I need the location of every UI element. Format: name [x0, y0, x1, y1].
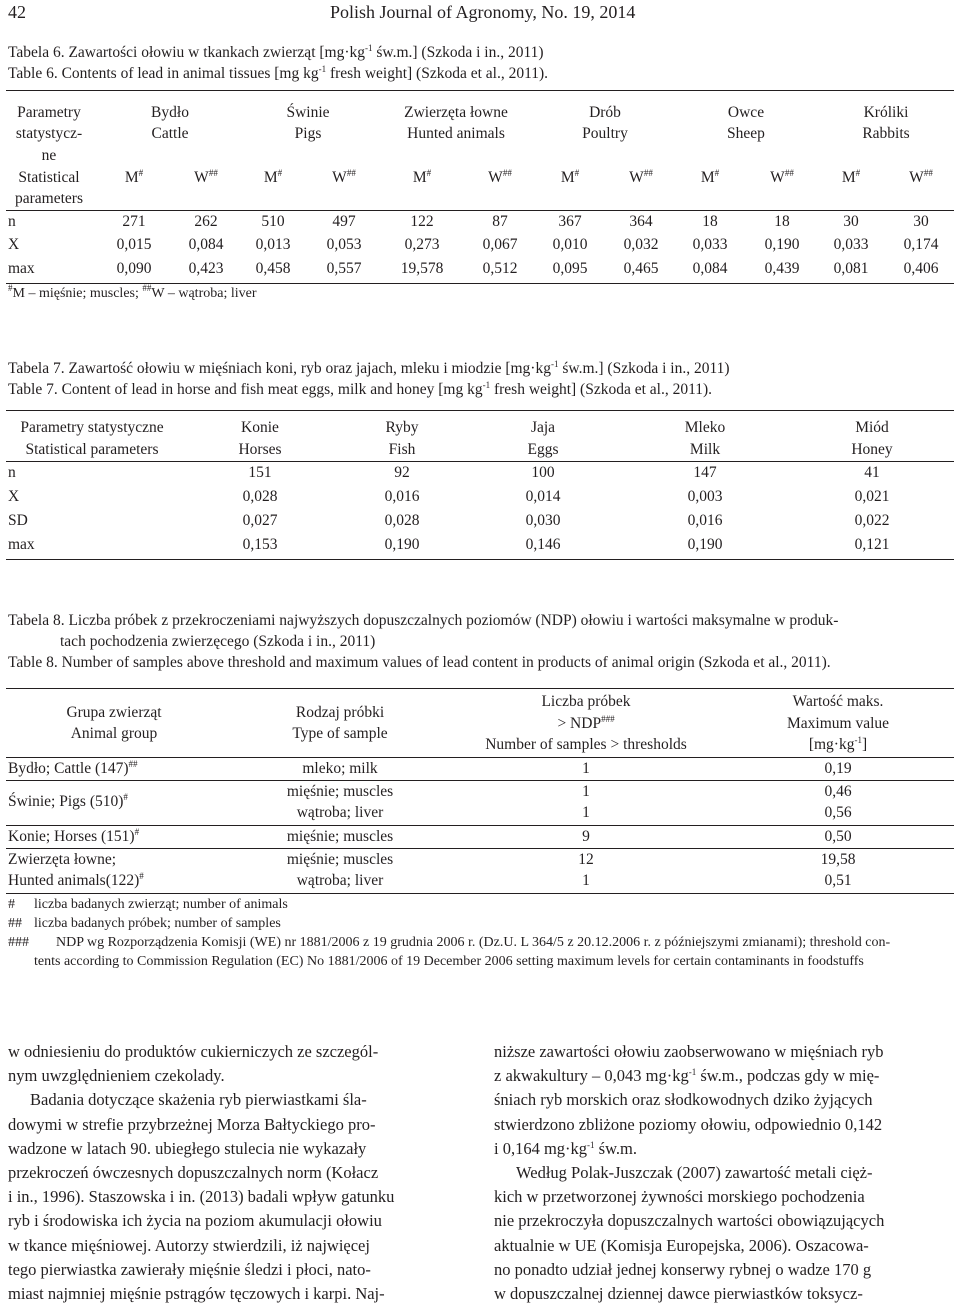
table8-row-group: Zwierzęta łowne;: [8, 851, 117, 868]
table8-row-max: 0,56: [824, 804, 852, 821]
table6-cell: 0,015: [116, 236, 152, 253]
table6-cell: 0,090: [116, 260, 152, 277]
table7-top-rule: [6, 410, 954, 411]
table7-row-label: n: [8, 464, 16, 481]
table8-header-max-en: Maximum value: [786, 715, 890, 732]
table8-row-sample: mięśnie; muscles: [286, 783, 394, 800]
table6-cell: 0,273: [404, 236, 440, 253]
table8-row-max: 0,46: [824, 783, 852, 800]
table6-cell: 0,053: [326, 236, 362, 253]
table6-subheader-w: W##: [332, 168, 356, 186]
table8-row-max: 0,19: [824, 760, 852, 777]
table8-row-count: 1: [582, 760, 590, 777]
table6-subheader-m: M#: [124, 168, 144, 186]
body-right-line: aktualnie w UE (Komisja Europejska, 2006). Oszacowa-: [494, 1235, 869, 1255]
table6-subheader-w: W##: [770, 168, 794, 186]
table6-cell: 18: [774, 213, 790, 230]
body-right-line: no ponadto udział jednej konserwy rybnej o wadze 170 g: [494, 1259, 872, 1279]
table7-cell: 0,003: [687, 488, 723, 505]
table8-row-group: Bydło; Cattle (147)##: [8, 759, 138, 777]
table6-row-label: n: [8, 213, 16, 230]
table8-caption-pl-1: Tabela 8. Liczba próbek z przekroczeniami najwyższych dopuszczalnych poziomów (NDP) ołowiu i wartości maksymalne w produk-: [8, 612, 839, 629]
body-left-column: [8, 1040, 464, 1306]
table8-row-rule: [6, 825, 954, 826]
table8-row-max: 19,58: [820, 851, 856, 868]
table7-cell: 0,190: [687, 536, 723, 553]
table7-cell: 0,016: [687, 512, 723, 529]
table7-cell: 0,146: [525, 536, 561, 553]
table7-column-header-pl: Mleko: [684, 419, 726, 436]
body-right-line: Według Polak-Juszczak (2007) zawartość metali cięż-: [516, 1163, 873, 1183]
table7-cell: 147: [693, 464, 717, 481]
table7-cell: 0,014: [525, 488, 561, 505]
table8-row-sample: mięśnie; muscles: [286, 851, 394, 868]
body-right-line: stwierdzono zbliżone poziomy ołowiu, odpowiednio 0,142: [494, 1114, 883, 1134]
table6-header-rule: [6, 210, 954, 211]
table7-header-param-pl: Parametry statystyczne: [20, 419, 164, 436]
body-right-line: z akwakultury – 0,043 $mg\cdot kg^{-1}$ św.m., podczas gdy w mię-: [494, 1066, 880, 1086]
table6-subheader-m: M#: [841, 168, 861, 186]
table6-cell: 0,406: [903, 260, 939, 277]
table7-header-param-en: Statistical parameters: [25, 441, 159, 458]
table7-bottom-rule: [6, 559, 954, 560]
table7-header-rule: [6, 461, 954, 462]
table7-row-label: SD: [8, 512, 28, 529]
table6-cell: 367: [558, 213, 582, 230]
table8-header-rule: [6, 757, 954, 758]
table6-cell: 0,465: [623, 260, 659, 277]
table8-note-text: liczba badanych próbek; number of samples: [34, 916, 281, 931]
table8-caption: [8, 610, 952, 673]
table7-cell: 0,016: [384, 488, 420, 505]
table8-note-mark: ###: [8, 935, 29, 950]
table7-cell: 0,190: [384, 536, 420, 553]
table6-cell: 271: [122, 213, 146, 230]
table6-subheader-m: M#: [263, 168, 283, 186]
table6-cell: 0,032: [623, 236, 659, 253]
body-right-line: niższe zawartości ołowiu zaobserwowano w mięśniach ryb: [494, 1042, 884, 1061]
table8-row-rule: [6, 848, 954, 849]
body-right-line: śniach ryb morskich oraz słodkowodnych dziko żyjących: [494, 1090, 873, 1110]
body-left-line: dowymi w strefie przybrzeżnej Morza Bałtyckiego pro-: [8, 1114, 376, 1134]
table6-cell: 0,557: [326, 260, 362, 277]
table6-group-header-en: Hunted animals: [407, 125, 505, 142]
table6-row-label: X: [8, 236, 20, 253]
table8-row-sample: mięśnie; muscles: [286, 828, 394, 845]
table8-row-rule: [6, 780, 954, 781]
table6-header-param: Parametry: [17, 104, 81, 121]
table6-cell: 364: [629, 213, 653, 230]
table6-cell: 122: [410, 213, 434, 230]
table8-bottom-rule: [6, 893, 954, 894]
table7-column-header-en: Horses: [238, 441, 282, 458]
table6-subheader-m: M#: [412, 168, 432, 186]
page-number: 42: [8, 2, 26, 22]
body-left-line: Badania dotyczące skażenia ryb pierwiastkami śla-: [30, 1090, 367, 1110]
table8-note-text: NDP wg Rozporządzenia Komisji (WE) nr 1881/2006 z 19 grudnia 2006 r. (Dz.U. L 364/5 z 20.12.2006 r. z późniejszymi zmianami); threshold con-: [56, 935, 891, 950]
table8-note-text: liczba badanych zwierząt; number of animals: [34, 897, 288, 912]
table8-caption-en: Table 8. Number of samples above threshold and maximum values of lead content in products of animal origin (Szkoda et al., 2011).: [8, 654, 831, 671]
table7-cell: 0,027: [242, 512, 278, 529]
table6-cell: 262: [194, 213, 218, 230]
table8-note-mark: ##: [8, 916, 22, 931]
table6-cell: 0,013: [255, 236, 291, 253]
table8-note-text: tents according to Commission Regulation (EC) No 1881/2006 of 19 December 2006 setting maximum levels for certain contaminants in foodstuffs: [34, 954, 864, 969]
table6-caption: [8, 42, 952, 84]
table8-header-max-unit: $[mg\cdot kg^{-1}]$: [808, 735, 868, 753]
table6-cell: 0,081: [833, 260, 869, 277]
table6-cell: 30: [913, 213, 929, 230]
table6-group-header-en: Poultry: [582, 125, 628, 142]
table8-row-group: Konie; Horses (151)#: [8, 827, 140, 845]
table8-row-group: Świnie; Pigs (510)#: [8, 792, 128, 810]
table7-cell: 0,030: [525, 512, 561, 529]
table6-header-param: Statistical: [18, 169, 80, 186]
table7-column-header-en: Milk: [689, 441, 721, 458]
table6-cell: 18: [702, 213, 718, 230]
body-left-line: i in., 1996). Staszowska i in. (2013) badali wpływ gatunku: [8, 1187, 395, 1207]
table6-cell: 0,512: [482, 260, 518, 277]
table7-cell: 0,021: [854, 488, 890, 505]
table6-cell: 0,033: [833, 236, 869, 253]
table6-cell: 0,033: [692, 236, 728, 253]
table7-column-header-en: Eggs: [527, 441, 559, 458]
body-left-line: przekroczeń ówczesnych dopuszczalnych norm (Kołacz: [8, 1163, 379, 1183]
table6-group-header-pl: Świnie: [286, 104, 330, 121]
table7-cell: 0,028: [242, 488, 278, 505]
body-left-line: nym uwzględnieniem czekolady.: [8, 1066, 225, 1086]
table7-cell: 92: [394, 464, 410, 481]
table7-cell: 0,028: [384, 512, 420, 529]
table6-group-header-pl: Zwierzęta łowne: [404, 104, 508, 121]
table8-header-max-pl: Wartość maks.: [792, 693, 884, 710]
table8-header-type-en: Type of sample: [292, 725, 388, 742]
table6-header-param: statystycz-: [15, 125, 83, 142]
table8-top-rule: [6, 688, 954, 689]
table6-caption-en: Table 6. Contents of lead in animal tissues [mg $kg^{-1}$ fresh weight] (Szkoda et al., 2011).: [8, 64, 549, 82]
body-left-line: tego pierwiastka zawierały mięśnie śledzi i płoci, nato-: [8, 1259, 371, 1279]
table8-header-type-pl: Rodzaj próbki: [295, 704, 385, 721]
body-right-column: [494, 1040, 954, 1306]
table6-top-rule: [6, 90, 954, 91]
table8-header-group-en: Animal group: [70, 725, 158, 742]
table6-group-header-pl: Owce: [727, 104, 765, 121]
table6-cell: 0,190: [764, 236, 800, 253]
table7-cell: 0,022: [854, 512, 890, 529]
table6-cell: 0,423: [188, 260, 224, 277]
body-right-line: kich w przetworzonej żywności morskiego pochodzenia: [494, 1187, 865, 1207]
table7-column-header-pl: Miód: [855, 419, 889, 436]
table7-caption: [8, 358, 952, 400]
table7-column-header-en: Fish: [388, 441, 416, 458]
table6-group-header-pl: Bydło: [151, 104, 189, 121]
table7-column-header-pl: Ryby: [385, 419, 419, 436]
body-left-line: w odniesieniu do produktów cukierniczych ze szczegól-: [8, 1042, 379, 1061]
table7-row-label: X: [8, 488, 20, 505]
table8-header-count-pl: Liczba próbek: [541, 693, 631, 710]
table7-cell: 151: [248, 464, 272, 481]
table8-row-sample: mleko; milk: [302, 760, 378, 777]
table8-header-count-ndp: > NDP###: [557, 714, 615, 732]
table6-subheader-w: W##: [909, 168, 933, 186]
table8-row-sample: wątroba; liver: [296, 872, 384, 889]
table6-cell: 0,067: [482, 236, 518, 253]
table6-cell: 0,084: [188, 236, 224, 253]
table6-cell: 0,010: [552, 236, 588, 253]
table8-row-max: 0,50: [824, 828, 852, 845]
table8-note-mark: #: [8, 897, 15, 912]
body-right-line: w dopuszczalnej dziennej dawce pierwiastków toksycz-: [494, 1284, 863, 1304]
table6-cell: 0,174: [903, 236, 939, 253]
table6-cell: 0,084: [692, 260, 728, 277]
body-left-line: wadzone w latach 90. ubiegłego stulecia nie wykazały: [8, 1138, 367, 1158]
table6-cell: 0,439: [764, 260, 800, 277]
table6-group-header-pl: Drób: [589, 104, 621, 121]
table8-header-count-en: Number of samples > thresholds: [485, 736, 687, 753]
table6-cell: 0,095: [552, 260, 588, 277]
table6-group-header-en: Sheep: [727, 125, 765, 142]
table6-cell: 497: [332, 213, 356, 230]
table8-row-max: 0,51: [824, 872, 852, 889]
table7-cell: 100: [531, 464, 555, 481]
table7-caption-pl: Tabela 7. Zawartość ołowiu w mięśniach koni, ryb oraz jajach, mleku i miodzie [$mg\cdot kg^{-1}$ św.m.] (Szkoda i in., 2011): [8, 359, 730, 377]
table8-caption-pl-2: tach pochodzenia zwierzęcego (Szkoda i in., 2011): [60, 633, 376, 650]
table6-cell: 30: [843, 213, 859, 230]
table8-row-group: Hunted animals(122)#: [8, 871, 144, 889]
table6-caption-pl: Tabela 6. Zawartości ołowiu w tkankach zwierząt [$mg\cdot kg^{-1}$ św.m.] (Szkoda i in., 2011): [8, 43, 544, 61]
table6-group-header-en: Cattle: [151, 125, 189, 142]
table6-cell: 510: [261, 213, 285, 230]
table8-header-group-pl: Grupa zwierząt: [66, 704, 162, 721]
body-left-line: ryb i środowiska ich życia na poziom akumulacji ołowiu: [8, 1211, 382, 1231]
body-left-line: w tkance mięśniowej. Autorzy stwierdzili, iż najwięcej: [8, 1235, 370, 1255]
table6-group-header-pl: Króliki: [863, 104, 909, 121]
table6-row-label: max: [8, 260, 35, 277]
table6-group-header-en: Rabbits: [862, 125, 910, 142]
table7-column-header-pl: Jaja: [530, 419, 556, 436]
table7-row-label: max: [8, 536, 35, 553]
table6-subheader-m: M#: [560, 168, 580, 186]
table6-cell: 19,578: [400, 260, 444, 277]
table7-column-header-en: Honey: [851, 441, 893, 458]
table8-row-count: 9: [582, 828, 590, 845]
table6-group-header-en: Pigs: [294, 125, 322, 142]
table7-cell: 41: [864, 464, 880, 481]
table7-caption-en: Table 7. Content of lead in horse and fish meat eggs, milk and honey [mg $kg^{-1}$ fresh weight] (Szkoda et al., 2011).: [8, 380, 713, 398]
table7-cell: 0,121: [854, 536, 890, 553]
table6-header-param: ne: [41, 147, 57, 164]
table7-column-header-pl: Konie: [241, 419, 279, 436]
table6-subheader-w: W##: [194, 168, 218, 186]
body-right-line: i 0,164 $mg\cdot kg^{-1}$ św.m.: [494, 1138, 638, 1158]
table6-cell: 87: [492, 213, 508, 230]
table6-cell: 0,458: [255, 260, 291, 277]
table6-subheader-w: W##: [629, 168, 653, 186]
journal-title: Polish Journal of Agronomy, No. 19, 2014: [330, 2, 636, 22]
table6-subheader-w: W##: [488, 168, 512, 186]
table8-row-sample: wątroba; liver: [296, 804, 384, 821]
body-right-line: nie przekroczyła dopuszczalnych wartości obowiązujących: [494, 1211, 885, 1231]
table6-footnote: #M – mięśnie; muscles; ##W – wątroba; liver: [8, 283, 257, 301]
body-left-line: miast najmniej mięśnie pstrągów tęczowych i karpi. Naj-: [8, 1284, 385, 1304]
table7-cell: 0,153: [242, 536, 278, 553]
table8-row-count: 1: [582, 872, 590, 889]
table8-row-count: 1: [582, 783, 590, 800]
table8-row-count: 1: [582, 804, 590, 821]
table6-header-param: parameters: [15, 190, 83, 207]
table6-subheader-m: M#: [700, 168, 720, 186]
table8-row-count: 12: [578, 851, 594, 868]
